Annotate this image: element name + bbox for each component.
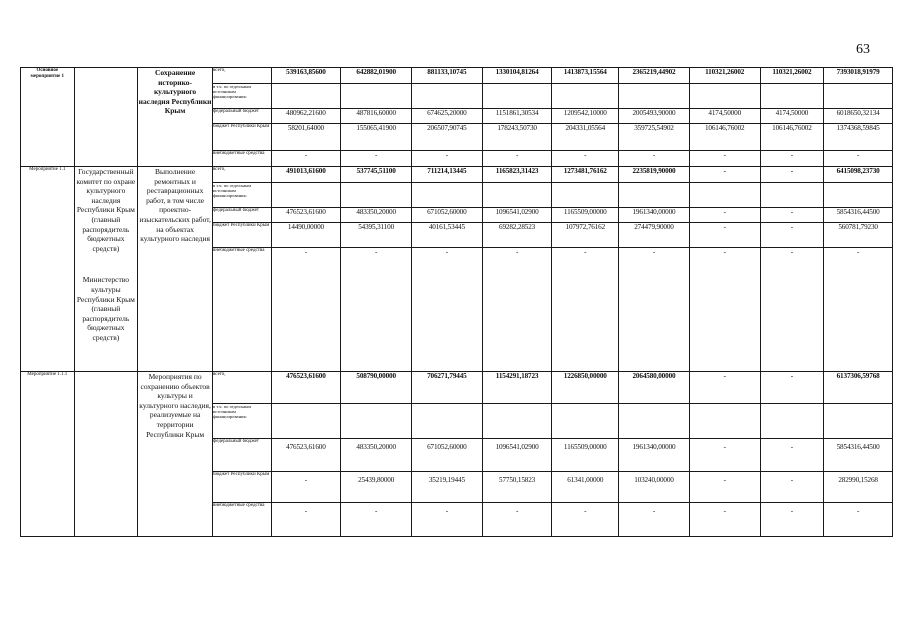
amount-cell: 1096541,02900 bbox=[482, 439, 552, 472]
amount-cell: 54395,31100 bbox=[341, 223, 412, 248]
amount-cell: - bbox=[271, 151, 341, 167]
amount-cell: - bbox=[271, 503, 341, 537]
amount-cell bbox=[824, 404, 893, 439]
amount-cell bbox=[689, 404, 760, 439]
amount-cell: - bbox=[689, 439, 760, 472]
amount-cell: 6415098,23730 bbox=[824, 167, 893, 183]
amount-cell: - bbox=[271, 248, 341, 372]
amount-cell bbox=[341, 183, 412, 208]
funding-source-cell: внебюджетные средства bbox=[212, 503, 271, 537]
amount-cell: - bbox=[619, 248, 690, 372]
amount-cell: - bbox=[341, 503, 412, 537]
funding-source-cell: бюджет Республики Крым bbox=[212, 124, 271, 151]
amount-cell: - bbox=[482, 151, 552, 167]
amount-cell: 110321,26002 bbox=[760, 68, 824, 84]
amount-cell: 7393018,91979 bbox=[824, 68, 893, 84]
amount-cell: 4174,50000 bbox=[760, 109, 824, 124]
amount-cell: 508790,00000 bbox=[341, 372, 412, 404]
amount-cell: 14490,00000 bbox=[271, 223, 341, 248]
amount-cell: 491013,61600 bbox=[271, 167, 341, 183]
amount-cell: 1374368,59845 bbox=[824, 124, 893, 151]
funding-source-cell: федеральный бюджет bbox=[212, 208, 271, 223]
amount-cell: 881133,10745 bbox=[412, 68, 483, 84]
executor-name: Министерство культуры Республики Крым (главный распорядитель бюджетных средств) bbox=[76, 275, 135, 342]
amount-cell bbox=[760, 84, 824, 109]
amount-cell: - bbox=[760, 151, 824, 167]
amount-cell: 674625,20000 bbox=[412, 109, 483, 124]
amount-cell: 35219,19445 bbox=[412, 472, 483, 503]
amount-cell: - bbox=[271, 472, 341, 503]
amount-cell: - bbox=[824, 151, 893, 167]
funding-source-cell: внебюджетные средства bbox=[212, 248, 271, 372]
amount-cell: 5854316,44500 bbox=[824, 208, 893, 223]
amount-cell: 204331,05564 bbox=[552, 124, 619, 151]
amount-cell: - bbox=[552, 151, 619, 167]
amount-cell bbox=[760, 404, 824, 439]
amount-cell: - bbox=[341, 248, 412, 372]
amount-cell: - bbox=[552, 248, 619, 372]
amount-cell: 178243,50730 bbox=[482, 124, 552, 151]
amount-cell: - bbox=[552, 503, 619, 537]
amount-cell: 155065,41900 bbox=[341, 124, 412, 151]
amount-cell bbox=[271, 183, 341, 208]
amount-cell bbox=[824, 183, 893, 208]
amount-cell: 1226850,00000 bbox=[552, 372, 619, 404]
amount-cell: - bbox=[689, 151, 760, 167]
amount-cell: - bbox=[760, 439, 824, 472]
amount-cell bbox=[619, 183, 690, 208]
amount-cell: 1961340,00000 bbox=[619, 439, 690, 472]
amount-cell: - bbox=[760, 167, 824, 183]
executor-cell bbox=[74, 167, 138, 372]
amount-cell: - bbox=[689, 248, 760, 372]
amount-cell: - bbox=[341, 151, 412, 167]
amount-cell: - bbox=[689, 472, 760, 503]
amount-cell: 2235819,90000 bbox=[619, 167, 690, 183]
funding-source-cell: внебюджетные средства bbox=[212, 151, 271, 167]
funding-source-cell: в т.ч. по отдельным источникам финансирования: bbox=[212, 183, 271, 208]
amount-cell bbox=[412, 183, 483, 208]
funding-source-cell: бюджет Республики Крым bbox=[212, 472, 271, 503]
amount-cell: - bbox=[619, 503, 690, 537]
amount-cell: 539163,85600 bbox=[271, 68, 341, 84]
activity-name-cell: Мероприятия по сохранению объектов культуры и культурного наследия, реализуемые на территории Республики Крым bbox=[138, 372, 213, 537]
activity-code-cell: Основное мероприятие 1 bbox=[21, 68, 75, 167]
amount-cell: - bbox=[689, 208, 760, 223]
amount-cell: 711214,13445 bbox=[412, 167, 483, 183]
amount-cell: - bbox=[760, 372, 824, 404]
funding-source-cell: всего, bbox=[212, 68, 271, 84]
amount-cell: 487816,60000 bbox=[341, 109, 412, 124]
amount-cell: 5854316,44500 bbox=[824, 439, 893, 472]
amount-cell: 1413873,15564 bbox=[552, 68, 619, 84]
amount-cell bbox=[760, 183, 824, 208]
amount-cell bbox=[619, 404, 690, 439]
amount-cell: 6137306,59768 bbox=[824, 372, 893, 404]
funding-source-cell: всего, bbox=[212, 167, 271, 183]
amount-cell: - bbox=[689, 503, 760, 537]
amount-cell bbox=[552, 84, 619, 109]
amount-cell bbox=[482, 404, 552, 439]
amount-cell: 480962,21600 bbox=[271, 109, 341, 124]
amount-cell: 103240,00000 bbox=[619, 472, 690, 503]
page-number: 63 bbox=[856, 42, 870, 57]
activity-name-cell: Сохранение историко-культурного наследия Республики Крым bbox=[138, 68, 213, 167]
amount-cell bbox=[689, 183, 760, 208]
executor-name: Государственный комитет по охране культурного наследия Республики Крым (главный распорядитель бюджетных средств) bbox=[76, 167, 136, 253]
amount-cell: - bbox=[482, 503, 552, 537]
amount-cell bbox=[341, 84, 412, 109]
amount-cell bbox=[824, 84, 893, 109]
amount-cell: - bbox=[689, 167, 760, 183]
amount-cell bbox=[689, 84, 760, 109]
amount-cell: - bbox=[760, 472, 824, 503]
budget-table bbox=[20, 67, 893, 537]
amount-cell: 642882,01900 bbox=[341, 68, 412, 84]
table-row bbox=[21, 68, 893, 84]
amount-cell: - bbox=[760, 248, 824, 372]
amount-cell bbox=[482, 84, 552, 109]
amount-cell: 1165509,00000 bbox=[552, 208, 619, 223]
funding-source-cell: в т.ч. по отдельным источникам финансирования: bbox=[212, 404, 271, 439]
amount-cell: 476523,61600 bbox=[271, 439, 341, 472]
amount-cell: 274479,90000 bbox=[619, 223, 690, 248]
amount-cell: 61341,00000 bbox=[552, 472, 619, 503]
amount-cell: 537745,51100 bbox=[341, 167, 412, 183]
funding-source-cell: всего, bbox=[212, 372, 271, 404]
amount-cell: - bbox=[760, 223, 824, 248]
amount-cell: 359725,54902 bbox=[619, 124, 690, 151]
amount-cell: 1096541,02900 bbox=[482, 208, 552, 223]
amount-cell: 706271,79445 bbox=[412, 372, 483, 404]
amount-cell: 1154291,18723 bbox=[482, 372, 552, 404]
amount-cell: 4174,50000 bbox=[689, 109, 760, 124]
amount-cell: 106146,76002 bbox=[760, 124, 824, 151]
amount-cell: 1151861,30534 bbox=[482, 109, 552, 124]
activity-code-cell: Мероприятие 1.1.1 bbox=[21, 372, 75, 537]
amount-cell: 483350,20000 bbox=[341, 208, 412, 223]
amount-cell: 1330104,81264 bbox=[482, 68, 552, 84]
amount-cell: 25439,80000 bbox=[341, 472, 412, 503]
funding-source-cell: в т.ч. по отдельным источникам финансирования: bbox=[212, 84, 271, 109]
amount-cell bbox=[412, 84, 483, 109]
funding-source-cell: федеральный бюджет bbox=[212, 109, 271, 124]
activity-code-cell: Мероприятие 1.1 bbox=[21, 167, 75, 372]
amount-cell: 1209542,10000 bbox=[552, 109, 619, 124]
amount-cell: 1165823,31423 bbox=[482, 167, 552, 183]
amount-cell: 476523,61600 bbox=[271, 372, 341, 404]
funding-source-cell: бюджет Республики Крым bbox=[212, 223, 271, 248]
amount-cell: 2064580,00000 bbox=[619, 372, 690, 404]
amount-cell: - bbox=[689, 372, 760, 404]
amount-cell: 476523,61600 bbox=[271, 208, 341, 223]
amount-cell: 58201,64000 bbox=[271, 124, 341, 151]
amount-cell: 483350,20000 bbox=[341, 439, 412, 472]
amount-cell: 6018650,32134 bbox=[824, 109, 893, 124]
table-row bbox=[21, 372, 893, 404]
amount-cell: 206507,90745 bbox=[412, 124, 483, 151]
amount-cell: 40161,53445 bbox=[412, 223, 483, 248]
table-row bbox=[21, 167, 893, 183]
amount-cell bbox=[552, 183, 619, 208]
amount-cell: 107972,76162 bbox=[552, 223, 619, 248]
amount-cell bbox=[482, 183, 552, 208]
amount-cell: 2005493,90000 bbox=[619, 109, 690, 124]
amount-cell: - bbox=[824, 248, 893, 372]
amount-cell: - bbox=[412, 503, 483, 537]
amount-cell: 2365219,44902 bbox=[619, 68, 690, 84]
amount-cell bbox=[341, 404, 412, 439]
amount-cell bbox=[552, 404, 619, 439]
amount-cell: 671052,60000 bbox=[412, 439, 483, 472]
amount-cell: - bbox=[760, 208, 824, 223]
activity-name-cell: Выполнение ремонтных и реставрационных работ, в том числе проектно-изыскательских работ, на объектах культурного наследия bbox=[138, 167, 213, 372]
amount-cell: 69282,28523 bbox=[482, 223, 552, 248]
funding-source-cell: федеральный бюджет bbox=[212, 439, 271, 472]
amount-cell: 560781,79230 bbox=[824, 223, 893, 248]
amount-cell bbox=[619, 84, 690, 109]
amount-cell: - bbox=[619, 151, 690, 167]
amount-cell: 1165509,00000 bbox=[552, 439, 619, 472]
executor-cell bbox=[74, 372, 138, 537]
amount-cell: 1961340,00000 bbox=[619, 208, 690, 223]
amount-cell bbox=[271, 84, 341, 109]
amount-cell: 57750,15823 bbox=[482, 472, 552, 503]
amount-cell: - bbox=[482, 248, 552, 372]
amount-cell bbox=[271, 404, 341, 439]
amount-cell bbox=[412, 404, 483, 439]
amount-cell: - bbox=[689, 223, 760, 248]
amount-cell: 1273481,76162 bbox=[552, 167, 619, 183]
amount-cell: 106146,76002 bbox=[689, 124, 760, 151]
executor-cell bbox=[74, 68, 138, 167]
amount-cell: 110321,26002 bbox=[689, 68, 760, 84]
amount-cell: - bbox=[824, 503, 893, 537]
amount-cell: 671052,60000 bbox=[412, 208, 483, 223]
amount-cell: - bbox=[412, 248, 483, 372]
amount-cell: 282990,15268 bbox=[824, 472, 893, 503]
amount-cell: - bbox=[412, 151, 483, 167]
amount-cell: - bbox=[760, 503, 824, 537]
